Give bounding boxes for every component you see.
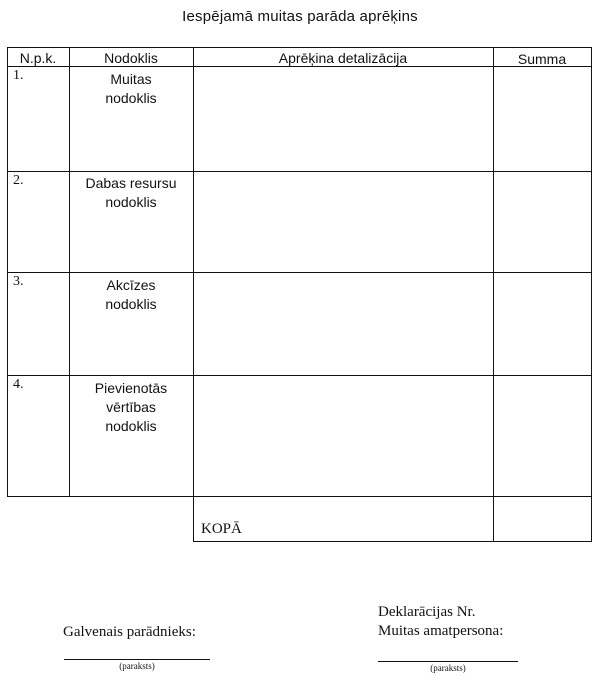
document-title: Iespējamā muitas parāda aprēķins [182, 8, 418, 25]
row-divider [7, 272, 592, 273]
table-right-border [591, 47, 592, 542]
main-debtor-signature-note: (paraksts) [119, 661, 155, 671]
row-number: 3. [13, 274, 24, 289]
row-number: 1. [13, 68, 24, 83]
header-npk: N.p.k. [19, 50, 57, 66]
declaration-number-label: Deklarācijas Nr. [378, 604, 476, 620]
tax-name-line: nodoklis [105, 90, 157, 106]
tax-name-line: Akcīzes [106, 277, 156, 293]
total-label: KOPĀ [201, 521, 242, 537]
column-divider [493, 47, 494, 542]
row-divider [7, 171, 592, 172]
header-calculation-detail: Aprēķina detalizācija [278, 50, 408, 66]
tax-name-line: Muitas [110, 71, 152, 87]
tax-name-line: nodoklis [105, 418, 157, 434]
main-debtor-label: Galvenais parādnieks: [63, 624, 196, 640]
customs-officer-signature-note: (paraksts) [430, 663, 466, 673]
tax-name-line: Dabas resursu [85, 175, 177, 191]
row-number: 2. [13, 173, 24, 188]
customs-officer-label: Muitas amatpersona: [378, 623, 504, 639]
header-nodoklis: Nodoklis [104, 50, 158, 66]
tax-name-line: Pievienotās [94, 380, 168, 396]
table-left-border [7, 47, 8, 497]
column-divider [193, 47, 194, 542]
customs-officer-signature-line [378, 661, 518, 662]
tax-name-line: nodoklis [105, 194, 157, 210]
tax-name-line: nodoklis [105, 296, 157, 312]
tax-name-line: vērtības [106, 399, 156, 415]
table-body-bottom-border [7, 496, 592, 497]
header-summa: Summa [517, 51, 567, 67]
main-debtor-signature-line [64, 659, 210, 660]
row-number: 4. [13, 377, 24, 392]
table-top-border [7, 47, 592, 48]
total-bottom-border [193, 541, 592, 542]
row-divider [7, 375, 592, 376]
